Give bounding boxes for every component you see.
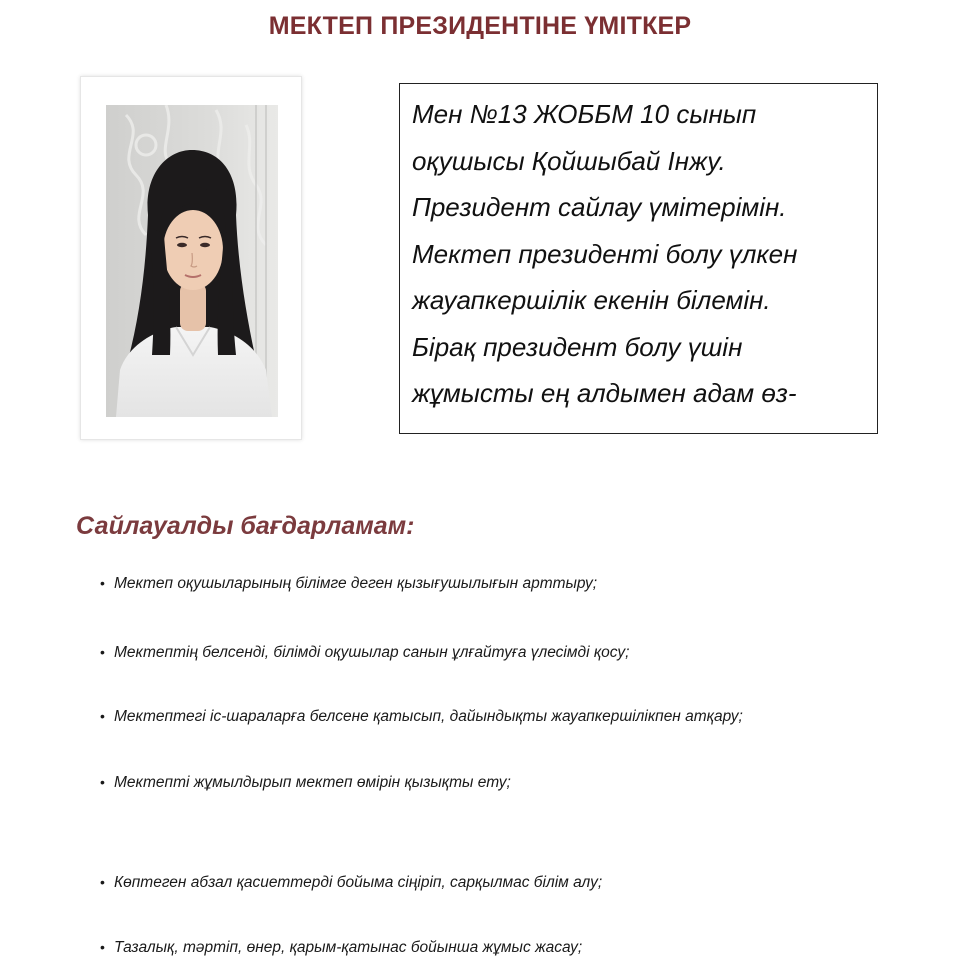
intro-line: Президент сайлау үмітерімін. [412,192,787,222]
list-item [100,708,743,726]
list-item [100,874,602,892]
bullet-icon: • [100,874,105,890]
intro-line: Бірақ президент болу үшін [412,331,743,362]
list-item-text: Мектептегі іс-шараларға белсене қатысып, дайындықты жауапкершілікпен атқару; [114,708,743,725]
intro-line: жұмысты ең алдымен адам өз- [412,378,797,408]
intro-line: жауапкершілік екенін білемін. [412,285,771,315]
intro-line: Мен №13 ЖОББМ 10 сынып [412,99,757,129]
list-item [100,774,511,792]
list-item-text: Мектепті жұмылдырып мектеп өмірін қызықты ету; [114,774,511,791]
list-item [100,575,597,593]
intro-line: Мектеп президенті болу үлкен [412,238,798,269]
list-item-text: Тазалық, тәртіп, өнер, қарым-қатынас бойынша жұмыс жасау; [114,939,583,956]
page-title: МЕКТЕП ПРЕЗИДЕНТІНЕ ҮМІТКЕР [268,12,692,40]
bullet-icon: • [100,575,105,591]
list-item [100,939,582,957]
bullet-icon: • [100,644,105,660]
intro-line: оқушысы Қойшыбай Інжу. [412,145,726,176]
program-list [100,0,940,960]
bullet-icon: • [100,939,105,955]
bullet-icon: • [100,708,105,724]
bullet-icon: • [100,774,105,790]
list-item-text: Көптеген абзал қасиеттерді бойыма сіңіріп, сарқылмас білім алу; [114,874,603,891]
program-heading: Сайлауалды бағдарламам: [76,512,415,540]
list-item-text: Мектеп оқушыларының білімге деген қызығушылығын арттыру; [114,575,598,592]
list-item [100,644,629,662]
list-item-text: Мектептің белсенді, білімді оқушылар санын ұлғайтуға үлесімді қосу; [114,644,630,661]
